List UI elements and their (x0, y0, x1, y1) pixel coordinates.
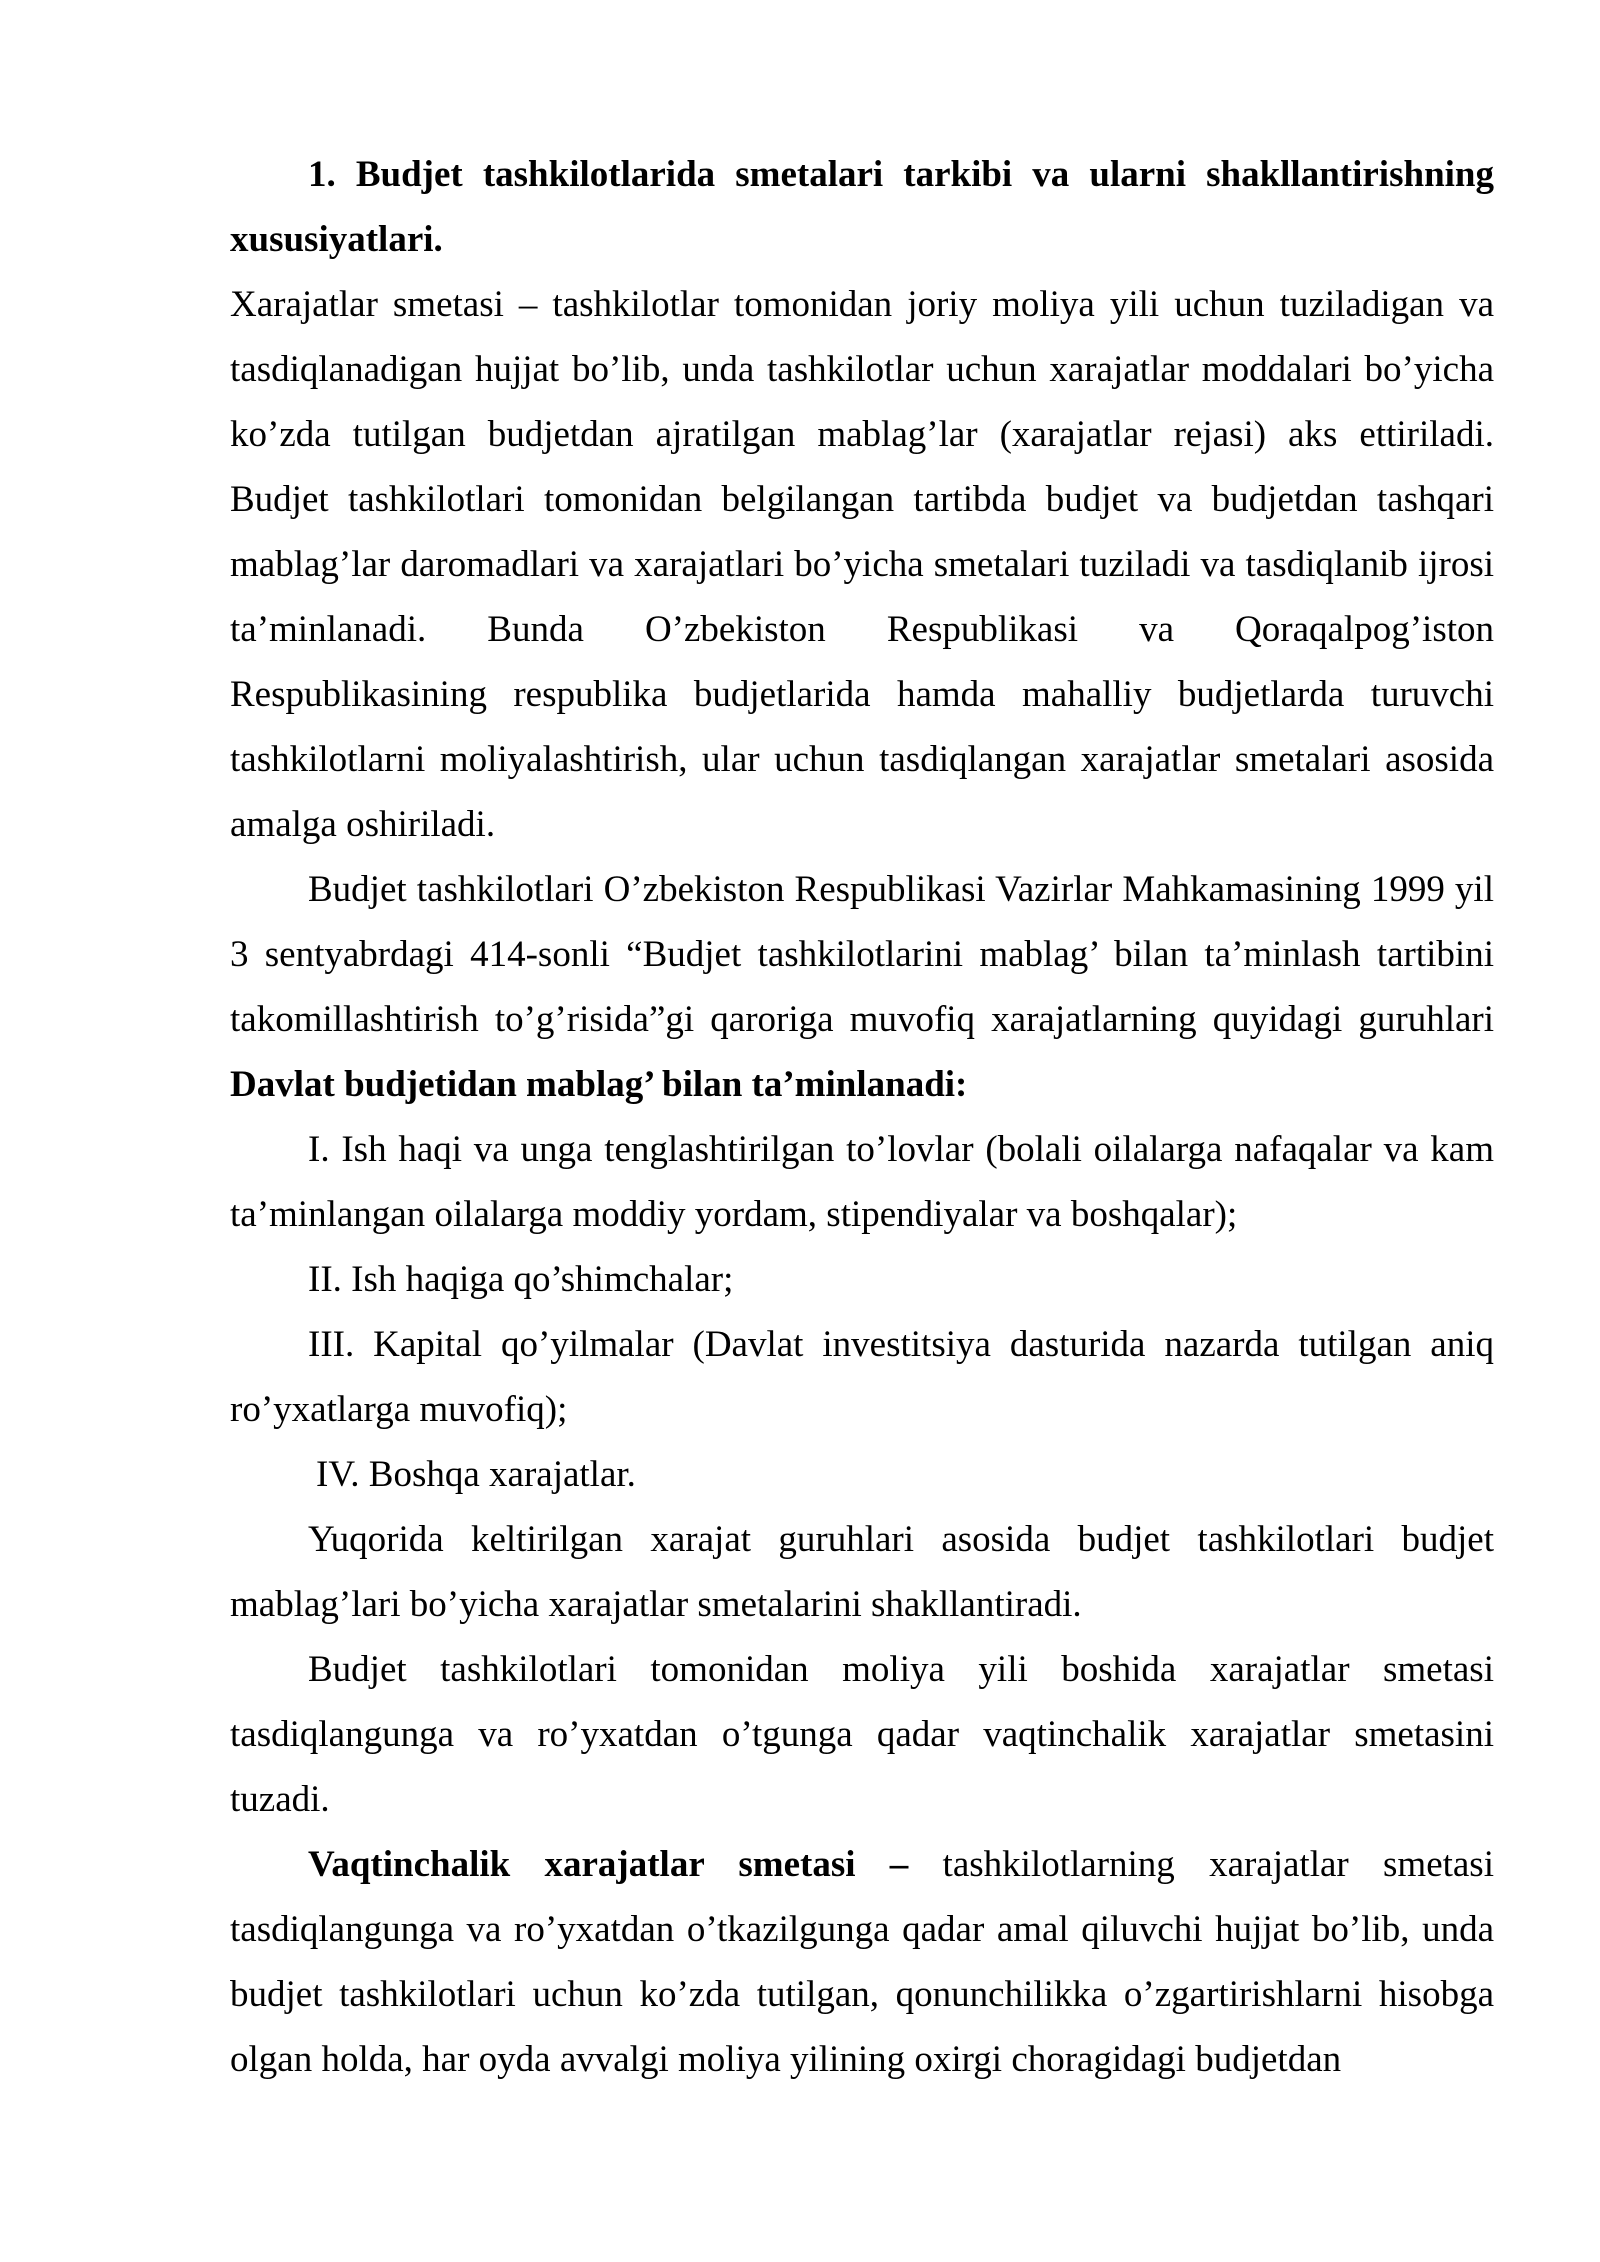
definition-text: tashkilotlarning xarajatlar smetasi tasdiqlangunga va ro’yxatdan o’tkazilgunga qadar amal qiluvchi hujjat bo’lib, unda budjet tashkilotlari uchun ko’zda tutilgan, qonunchilikka o’zgartirishlarni hisobga olgan holda, har oyda avvalgi moliya yilining oxirgi choragidagi budjetdan (230, 1844, 1494, 2080)
paragraph-expense-groups: Yuqorida keltirilgan xarajat guruhlari asosida budjet tashkilotlari budjet mablag’lari bo’yicha xarajatlar smetalarini shakllantiradi. (230, 1519, 1494, 1625)
list-item: I. Ish haqi va unga tenglashtirilgan to’lovlar (bolali oilalarga nafaqalar va kam ta’minlangan oilalarga moddiy yordam, stipendiyalar va boshqalar); (230, 1129, 1494, 1235)
paragraph-resolution (230, 857, 1494, 1117)
list-item: III. Kapital qo’yilmalar (Davlat investitsiya dasturida nazarda tutilgan aniq ro’yxatlarga muvofiq); (230, 1324, 1494, 1430)
resolution-bold-text: Davlat budjetidan mablag’ bilan ta’minlanadi: (230, 1064, 968, 1105)
section-title: Budjet tashkilotlarida smetalari tarkibi va ularni shakllantirishning xususiyatlari. (230, 154, 1495, 260)
document-body (230, 142, 1494, 2092)
section-heading (230, 142, 1494, 272)
list-item: II. Ish haqiga qo’shimchalar; (308, 1259, 734, 1300)
paragraph-estimate-definition: Xarajatlar smetasi – tashkilotlar tomonidan joriy moliya yili uchun tuziladigan va tasdiqlanadigan hujjat bo’lib, unda tashkilotlar uchun xarajatlar moddalari bo’yicha ko’zda tutilgan budjetdan ajratilgan mablag’lar (xarajatlar rejasi) aks ettiriladi. Budjet tashkilotlari tomonidan belgilangan tartibda budjet va budjetdan tashqari mablag’lar daromadlari va xarajatlari bo’yicha smetalari tuziladi va tasdiqlanib ijrosi ta’minlanadi. Bunda O’zbekiston Respublikasi va Qoraqalpog’iston Respublikasining respublika budjetlarida hamda mahalliy budjetlarda turuvchi tashkilotlarni moliyalashtirish, ular uchun tasdiqlangan xarajatlar smetalari asosida amalga oshiriladi. (230, 284, 1494, 845)
list-item: IV. Boshqa xarajatlar. (316, 1454, 636, 1495)
paragraph-temporary-definition (230, 1832, 1494, 2092)
term-bold: Vaqtinchalik xarajatlar smetasi – (308, 1844, 909, 1885)
resolution-text: Budjet tashkilotlari O’zbekiston Respublikasi Vazirlar Mahkamasining 1999 yil 3 sentyabrdagi 414-sonli “Budjet tashkilotlarini mablag’ bilan ta’minlash tartibini takomillashtirish to’g’risida”gi qaroriga muvofiq xarajatlarning quyidagi guruhlari (230, 869, 1494, 1040)
section-number: 1. (308, 154, 336, 195)
paragraph-temporary-estimate: Budjet tashkilotlari tomonidan moliya yili boshida xarajatlar smetasi tasdiqlangunga va ro’yxatdan o’tgunga qadar vaqtinchalik xarajatlar smetasini tuzadi. (230, 1649, 1494, 1820)
